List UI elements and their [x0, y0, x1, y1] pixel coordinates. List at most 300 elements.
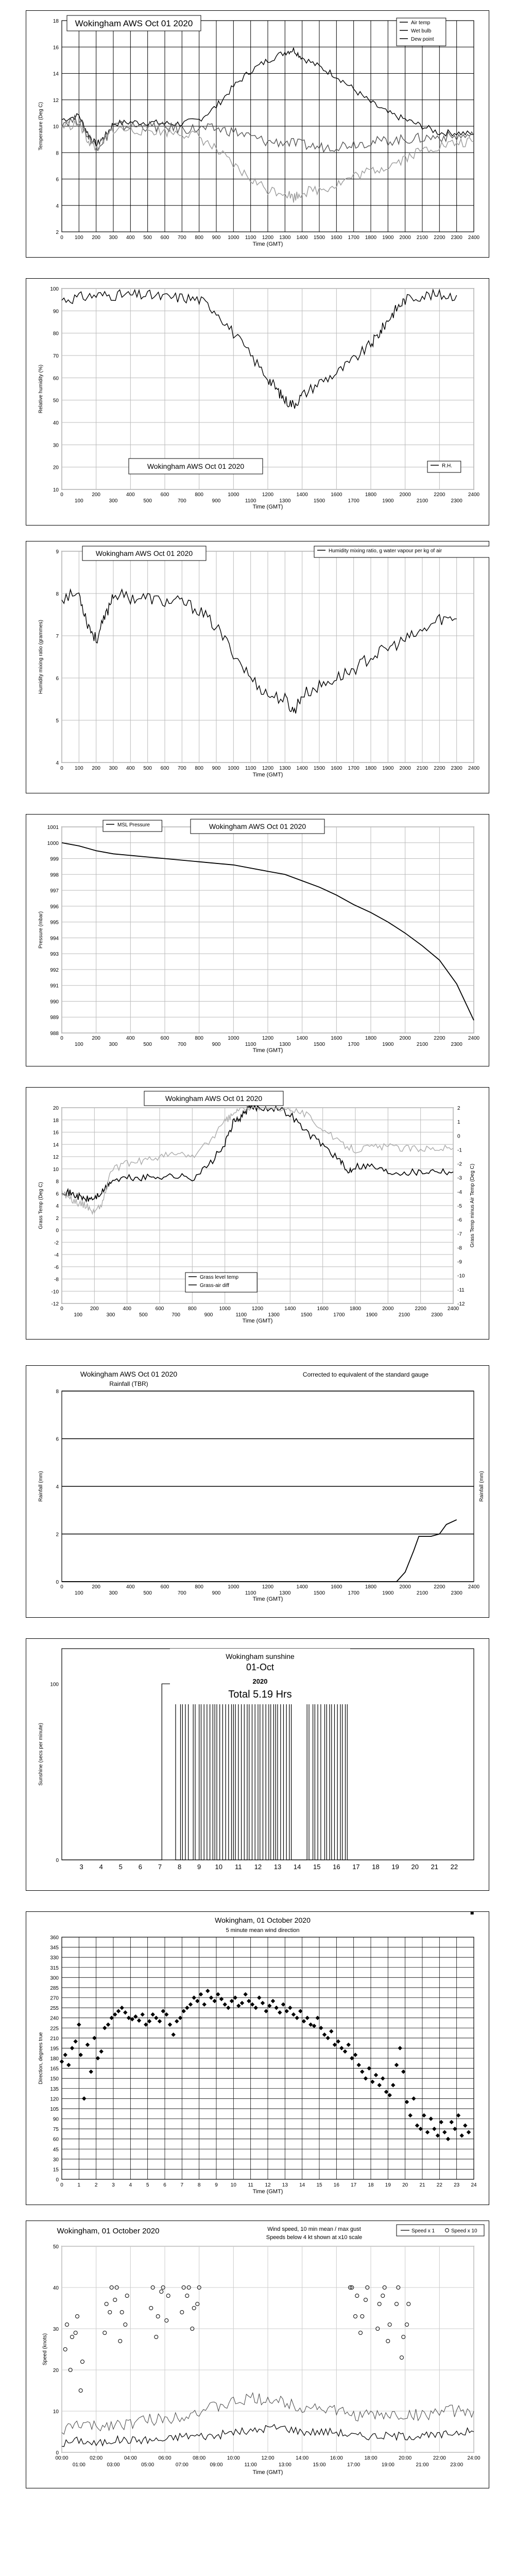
- x-tick-label: 700: [177, 766, 186, 771]
- y-right-axis-label: Rainfall (mm): [479, 1471, 485, 1502]
- x-tick-label: 2300: [451, 1042, 462, 1047]
- x-tick-label: 2000: [399, 1036, 411, 1041]
- x-axis-label: Time (GMT): [252, 2189, 283, 2195]
- x-tick-label: 0: [60, 1036, 63, 1041]
- x-tick-label: 18: [368, 2182, 374, 2188]
- x-tick-label: 1600: [331, 492, 342, 498]
- x-tick-label: 5: [146, 2182, 149, 2188]
- chart-title: Wokingham, 01 October 2020: [57, 2227, 160, 2235]
- x-tick-label: 2000: [399, 766, 411, 771]
- x-tick-label: 800: [195, 492, 204, 498]
- y-tick-label: 100: [50, 286, 59, 292]
- x-tick-label: 400: [126, 1584, 135, 1590]
- x-tick-label: 600: [160, 1584, 169, 1590]
- x-tick-label: 600: [155, 1306, 164, 1312]
- y-tick-label: 135: [50, 2086, 59, 2092]
- legend-label: Wet bulb: [411, 28, 432, 34]
- x-tick-label: 1400: [284, 1306, 296, 1312]
- x-tick-label: 1900: [382, 1590, 394, 1596]
- x-tick-label: 1900: [382, 1042, 394, 1047]
- x-tick-label: 1900: [366, 1312, 377, 1318]
- x-tick-label: 01:00: [72, 2462, 85, 2468]
- x-tick-label: 1300: [279, 1042, 291, 1047]
- y-tick-label: 20: [53, 1106, 59, 1111]
- x-tick-label: 7: [180, 2182, 184, 2188]
- x-tick-label: 1200: [262, 1584, 274, 1590]
- chart-date-label: 01-Oct: [246, 1662, 274, 1672]
- y-tick-label: 30: [53, 2327, 59, 2332]
- x-tick-label: 19: [391, 1863, 399, 1871]
- x-tick-label: 1300: [279, 498, 291, 504]
- x-tick-label: 08:00: [193, 2455, 206, 2461]
- x-tick-label: 9: [215, 2182, 218, 2188]
- x-tick-label: 1300: [268, 1312, 280, 1318]
- x-tick-label: 1000: [228, 1036, 239, 1041]
- x-tick-label: 200: [92, 235, 101, 241]
- x-tick-label: 21:00: [416, 2462, 429, 2468]
- chart-year-label: 2020: [252, 1677, 268, 1685]
- x-tick-label: 4: [99, 1863, 103, 1871]
- x-tick-label: 1000: [228, 766, 239, 771]
- x-axis-label: Time (GMT): [242, 1318, 273, 1324]
- x-tick-label: 17:00: [347, 2462, 360, 2468]
- x-tick-label: 16: [333, 1863, 340, 1871]
- y-tick-label: 75: [53, 2127, 59, 2133]
- x-tick-label: 1: [77, 2182, 81, 2188]
- x-tick-label: 4: [129, 2182, 132, 2188]
- legend-label: Dew point: [411, 37, 434, 42]
- y-tick-label: 30: [53, 443, 59, 449]
- x-tick-label: 100: [74, 1590, 83, 1596]
- legend-label: MSL Pressure: [117, 822, 150, 828]
- y-tick-label: 120: [50, 2096, 59, 2103]
- x-tick-label: 600: [160, 492, 169, 498]
- y-axis-label: Direction, degrees true: [38, 2032, 44, 2084]
- x-tick-label: 3: [79, 1863, 83, 1871]
- y-tick-label: 225: [50, 2026, 59, 2032]
- x-tick-label: 0: [60, 766, 63, 771]
- grass-temp-chart: [26, 1087, 489, 1340]
- y-tick-label: 70: [53, 353, 59, 359]
- x-tick-label: 300: [109, 498, 118, 504]
- y-tick-label: 60: [53, 376, 59, 382]
- x-tick-label: 2200: [434, 1584, 445, 1590]
- y-tick-label: 12: [53, 1155, 59, 1160]
- x-tick-label: 1500: [313, 1590, 325, 1596]
- y-tick-label: 50: [53, 2244, 59, 2250]
- chart-subtitle: Wind speed, 10 min mean / max gust: [267, 2226, 361, 2232]
- chart-title: Wokingham AWS Oct 01 2020: [75, 18, 193, 28]
- x-tick-label: 15: [313, 1863, 321, 1871]
- x-tick-label: 10: [215, 1863, 222, 1871]
- x-tick-label: 2200: [434, 766, 445, 771]
- y-axis-label: Grass Temp (Deg C): [38, 1182, 44, 1229]
- y-tick-label: 45: [53, 2147, 59, 2153]
- x-tick-label: 12:00: [261, 2455, 274, 2461]
- x-axis-label: Time (GMT): [252, 2469, 283, 2476]
- y-tick-label: 6: [56, 1436, 59, 1443]
- x-tick-label: 2000: [382, 1306, 394, 1312]
- y-axis-label: Rainfall (mm): [38, 1471, 44, 1502]
- x-tick-label: 300: [109, 766, 118, 771]
- y-tick-label: 7: [56, 634, 59, 639]
- y-tick-label: 20: [53, 2368, 59, 2374]
- y-tick-label: 50: [53, 398, 59, 404]
- y-tick-label: 0: [56, 1228, 59, 1234]
- x-tick-label: 1000: [228, 492, 239, 498]
- wind-speed-chart: [26, 2221, 489, 2488]
- x-tick-label: 14:00: [296, 2455, 309, 2461]
- x-tick-label: 800: [187, 1306, 197, 1312]
- x-tick-label: 1200: [262, 235, 274, 241]
- x-tick-label: 2200: [434, 235, 445, 241]
- y-tick-label: 992: [50, 967, 59, 973]
- x-tick-label: 600: [160, 766, 169, 771]
- humidity-chart-panel: [26, 278, 489, 526]
- x-tick-label: 13:00: [278, 2462, 291, 2468]
- wind-direction-chart: [26, 1911, 489, 2205]
- y-axis-label: Speed (knots): [42, 2333, 48, 2366]
- x-tick-label: 24: [471, 2182, 477, 2188]
- y-axis-label: Humidity mixing ratio (grammes): [38, 620, 44, 694]
- x-tick-label: 09:00: [210, 2462, 223, 2468]
- y-tick-label: 12: [53, 97, 59, 104]
- x-tick-label: 1500: [313, 235, 325, 241]
- x-tick-label: 15:00: [313, 2462, 326, 2468]
- x-tick-label: 1400: [296, 766, 308, 771]
- x-tick-label: 400: [126, 235, 135, 241]
- x-tick-label: 100: [74, 1312, 83, 1318]
- x-tick-label: 17: [352, 1863, 360, 1871]
- x-tick-label: 1800: [365, 1036, 377, 1041]
- x-axis-label: Time (GMT): [252, 241, 283, 247]
- x-tick-label: 500: [143, 766, 152, 771]
- x-tick-label: 1600: [331, 235, 342, 241]
- y-tick-label: 10: [53, 487, 59, 493]
- x-tick-label: 700: [177, 498, 186, 504]
- x-tick-label: 1500: [313, 766, 325, 771]
- x-tick-label: 400: [123, 1306, 132, 1312]
- x-tick-label: 300: [106, 1312, 115, 1318]
- x-tick-label: 2400: [468, 766, 480, 771]
- x-tick-label: 13: [273, 1863, 282, 1871]
- x-tick-label: 1700: [348, 235, 359, 241]
- x-tick-label: 24:00: [467, 2455, 480, 2461]
- x-tick-label: 5: [118, 1863, 123, 1871]
- x-tick-label: 2100: [416, 1590, 428, 1596]
- y-tick-label: 998: [50, 872, 59, 878]
- x-tick-label: 1400: [296, 492, 308, 498]
- legend-label: R.H.: [442, 463, 452, 469]
- x-tick-label: 300: [109, 1042, 118, 1047]
- x-tick-label: 100: [74, 235, 83, 241]
- x-tick-label: 2300: [451, 235, 462, 241]
- x-tick-label: 6: [138, 1863, 142, 1871]
- x-tick-label: 2200: [434, 1036, 445, 1041]
- y-tick-label: 997: [50, 888, 59, 894]
- y-tick-label: 180: [50, 2056, 59, 2062]
- wind-speed-chart-panel: [26, 2221, 489, 2488]
- x-tick-label: 1200: [262, 766, 274, 771]
- x-tick-label: 0: [60, 492, 63, 498]
- x-tick-label: 0: [60, 1584, 63, 1590]
- y-tick-label: -2: [54, 1240, 59, 1246]
- x-tick-label: 22: [436, 2182, 442, 2188]
- x-tick-label: 200: [92, 766, 101, 771]
- x-tick-label: 22: [450, 1863, 458, 1871]
- y-right-tick-label: -10: [457, 1273, 465, 1279]
- y-tick-label: 16: [53, 45, 59, 51]
- x-tick-label: 9: [197, 1863, 201, 1871]
- x-tick-label: 100: [74, 498, 83, 504]
- y-right-axis-label: Grass Temp minus Air Temp (Deg C): [470, 1163, 475, 1248]
- x-tick-label: 2100: [416, 766, 428, 771]
- x-tick-label: 200: [92, 1036, 101, 1041]
- x-tick-label: 800: [195, 1584, 204, 1590]
- x-tick-label: 05:00: [141, 2462, 154, 2468]
- x-tick-label: 7: [158, 1863, 162, 1871]
- y-tick-label: 995: [50, 920, 59, 926]
- y-tick-label: 14: [53, 71, 59, 77]
- y-axis-label: Relative humidity (%): [38, 364, 44, 414]
- x-tick-label: 22:00: [433, 2455, 446, 2461]
- y-tick-label: 988: [50, 1031, 59, 1037]
- y-tick-label: 1000: [47, 840, 59, 846]
- y-tick-label: 40: [53, 420, 59, 426]
- y-tick-label: 210: [50, 2036, 59, 2042]
- y-tick-label: 2: [56, 1532, 59, 1538]
- y-right-tick-label: -9: [457, 1259, 462, 1265]
- x-tick-label: 300: [109, 235, 118, 241]
- y-tick-label: 165: [50, 2066, 59, 2072]
- chart-subtitle: 5 minute mean wind direction: [226, 1927, 300, 1934]
- x-tick-label: 400: [126, 492, 135, 498]
- x-tick-label: 400: [126, 766, 135, 771]
- y-tick-label: 0: [56, 2450, 59, 2456]
- chart-title: Wokingham AWS Oct 01 2020: [165, 1094, 263, 1103]
- x-tick-label: 1800: [349, 1306, 362, 1312]
- y-right-tick-label: -2: [457, 1161, 462, 1167]
- y-tick-label: 10: [53, 2409, 59, 2415]
- legend-label: Humidity mixing ratio, g water vapour per kg of air: [329, 548, 442, 554]
- temperature-chart-panel: [26, 10, 489, 258]
- x-tick-label: 07:00: [175, 2462, 188, 2468]
- x-tick-label: 1100: [235, 1312, 247, 1318]
- x-tick-label: 200: [92, 1584, 101, 1590]
- x-tick-label: 1000: [228, 235, 239, 241]
- y-tick-label: 2: [56, 230, 59, 235]
- y-tick-label: 8: [56, 150, 59, 157]
- x-tick-label: 600: [160, 235, 169, 241]
- y-tick-label: 16: [53, 1130, 59, 1136]
- x-tick-label: 2100: [416, 235, 428, 241]
- x-tick-label: 18:00: [364, 2455, 377, 2461]
- y-tick-label: 6: [56, 177, 59, 183]
- temperature-chart: [26, 10, 489, 258]
- x-tick-label: 14: [293, 1863, 301, 1871]
- y-right-tick-label: 1: [457, 1120, 460, 1126]
- y-tick-label: 30: [53, 2157, 59, 2163]
- x-tick-label: 2100: [416, 498, 428, 504]
- x-tick-label: 1000: [219, 1306, 231, 1312]
- sunshine-chart: [26, 1638, 489, 1891]
- wind-direction-chart-panel: [26, 1911, 489, 2205]
- x-tick-label: 2400: [468, 492, 480, 498]
- y-tick-label: 150: [50, 2076, 59, 2082]
- y-tick-label: 994: [50, 936, 59, 942]
- x-tick-label: 1600: [331, 766, 342, 771]
- x-tick-label: 06:00: [158, 2455, 171, 2461]
- x-tick-label: 1100: [245, 498, 256, 504]
- x-tick-label: 11: [248, 2182, 253, 2188]
- x-tick-label: 1200: [262, 492, 274, 498]
- grass-temp-chart-panel: [26, 1087, 489, 1340]
- x-tick-label: 2300: [451, 1590, 462, 1596]
- x-tick-label: 2400: [468, 1036, 480, 1041]
- x-tick-label: 700: [177, 235, 186, 241]
- x-tick-label: 2200: [415, 1306, 426, 1312]
- y-tick-label: 18: [53, 1117, 59, 1124]
- mixing-ratio-chart-panel: [26, 541, 489, 793]
- x-tick-label: 2: [94, 2182, 98, 2188]
- x-tick-label: 1100: [245, 235, 256, 241]
- y-tick-label: -12: [51, 1301, 59, 1307]
- x-tick-label: 23: [454, 2182, 460, 2188]
- y-axis-label: Sunshine (secs per minute): [38, 1723, 44, 1786]
- legend-label: Grass-air diff: [200, 1283, 230, 1289]
- x-tick-label: 1900: [382, 498, 394, 504]
- y-tick-label: 360: [50, 1935, 59, 1941]
- x-tick-label: 8: [177, 1863, 182, 1871]
- x-tick-label: 500: [139, 1312, 148, 1318]
- y-tick-label: 4: [56, 760, 59, 766]
- x-tick-label: 900: [212, 766, 221, 771]
- x-tick-label: 900: [212, 1590, 221, 1596]
- x-tick-label: 0: [60, 1306, 63, 1312]
- chart-title: Wokingham AWS Oct 01 2020: [147, 462, 245, 470]
- chart-title: Wokingham AWS Oct 01 2020: [95, 549, 193, 557]
- x-tick-label: 1600: [317, 1306, 329, 1312]
- x-tick-label: 1600: [331, 1036, 342, 1041]
- chart-subtitle: Rainfall (TBR): [109, 1380, 148, 1387]
- x-tick-label: 14: [299, 2182, 305, 2188]
- pressure-chart: [26, 814, 489, 1066]
- y-tick-label: 315: [50, 1965, 59, 1971]
- x-tick-label: 400: [126, 1036, 135, 1041]
- chart-title: Wokingham sunshine: [226, 1652, 295, 1660]
- y-tick-label: 14: [53, 1142, 59, 1148]
- x-tick-label: 1400: [296, 1584, 308, 1590]
- x-tick-label: 12: [265, 2182, 271, 2188]
- x-tick-label: 02:00: [90, 2455, 103, 2461]
- legend-label: Speed x 10: [451, 2228, 477, 2234]
- x-tick-label: 700: [171, 1312, 181, 1318]
- y-tick-label: 105: [50, 2106, 59, 2112]
- y-tick-label: 255: [50, 2006, 59, 2012]
- y-right-tick-label: -8: [457, 1245, 462, 1251]
- x-tick-label: 1500: [313, 1042, 325, 1047]
- x-tick-label: 2400: [447, 1306, 459, 1312]
- x-tick-label: 2000: [399, 235, 411, 241]
- x-tick-label: 900: [212, 235, 221, 241]
- y-tick-label: 9: [56, 549, 59, 555]
- x-axis-label: Time (GMT): [252, 1596, 283, 1602]
- x-tick-label: 00:00: [55, 2455, 68, 2461]
- x-tick-label: 100: [74, 1042, 83, 1047]
- x-tick-label: 1300: [279, 235, 291, 241]
- y-tick-label: 989: [50, 1015, 59, 1021]
- x-tick-label: 6: [163, 2182, 166, 2188]
- x-tick-label: 800: [195, 1036, 204, 1041]
- y-tick-label: 240: [50, 2015, 59, 2022]
- x-tick-label: 500: [143, 1042, 152, 1047]
- y-right-tick-label: -3: [457, 1175, 462, 1181]
- chart-title: Wokingham AWS Oct 01 2020: [209, 822, 306, 831]
- x-tick-label: 12: [254, 1863, 262, 1871]
- y-right-tick-label: -5: [457, 1204, 462, 1209]
- y-tick-label: 15: [53, 2167, 59, 2173]
- pressure-chart-panel: [26, 814, 489, 1066]
- y-tick-label: 80: [53, 331, 59, 337]
- y-axis-label: Temperature (Deg C): [38, 102, 44, 150]
- legend-label: Air temp: [411, 20, 431, 26]
- x-tick-label: 700: [177, 1042, 186, 1047]
- x-tick-label: 1700: [348, 766, 359, 771]
- x-tick-label: 1400: [296, 1036, 308, 1041]
- x-tick-label: 10:00: [227, 2455, 240, 2461]
- y-tick-label: 2: [56, 1215, 59, 1222]
- y-tick-label: -8: [54, 1277, 59, 1283]
- y-tick-label: 10: [53, 1166, 59, 1173]
- y-tick-label: 1001: [47, 825, 59, 831]
- x-tick-label: 1900: [382, 235, 394, 241]
- x-axis-label: Time (GMT): [252, 504, 283, 510]
- y-tick-label: 4: [56, 203, 59, 209]
- y-tick-label: 0: [56, 1580, 59, 1585]
- x-tick-label: 500: [143, 498, 152, 504]
- x-tick-label: 1700: [333, 1312, 345, 1318]
- x-tick-label: 2100: [398, 1312, 410, 1318]
- x-tick-label: 2000: [399, 1584, 411, 1590]
- x-tick-label: 11:00: [244, 2462, 257, 2468]
- y-right-tick-label: -6: [457, 1217, 462, 1224]
- x-tick-label: 2300: [451, 498, 462, 504]
- x-tick-label: 13: [282, 2182, 288, 2188]
- y-tick-label: 40: [53, 2285, 59, 2291]
- y-tick-label: 330: [50, 1955, 59, 1961]
- x-tick-label: 500: [143, 1590, 152, 1596]
- y-tick-label: 285: [50, 1985, 59, 1991]
- y-tick-label: 10: [53, 124, 59, 130]
- y-right-tick-label: -1: [457, 1147, 462, 1154]
- y-tick-label: 990: [50, 999, 59, 1005]
- y-tick-label: 20: [53, 465, 59, 471]
- x-tick-label: 19:00: [381, 2462, 394, 2468]
- y-tick-label: 345: [50, 1945, 59, 1951]
- x-tick-label: 23:00: [450, 2462, 464, 2468]
- x-tick-label: 17: [351, 2182, 357, 2188]
- x-tick-label: 15: [316, 2182, 322, 2188]
- x-tick-label: 2400: [468, 1584, 480, 1590]
- x-tick-label: 800: [195, 766, 204, 771]
- y-tick-label: -6: [54, 1264, 59, 1270]
- x-tick-label: 1800: [365, 1584, 377, 1590]
- y-tick-label: 4: [56, 1204, 59, 1209]
- sunshine-chart-panel: [26, 1638, 489, 1891]
- y-right-tick-label: -11: [457, 1287, 465, 1293]
- x-tick-label: 2300: [451, 766, 462, 771]
- y-tick-label: -10: [51, 1289, 59, 1295]
